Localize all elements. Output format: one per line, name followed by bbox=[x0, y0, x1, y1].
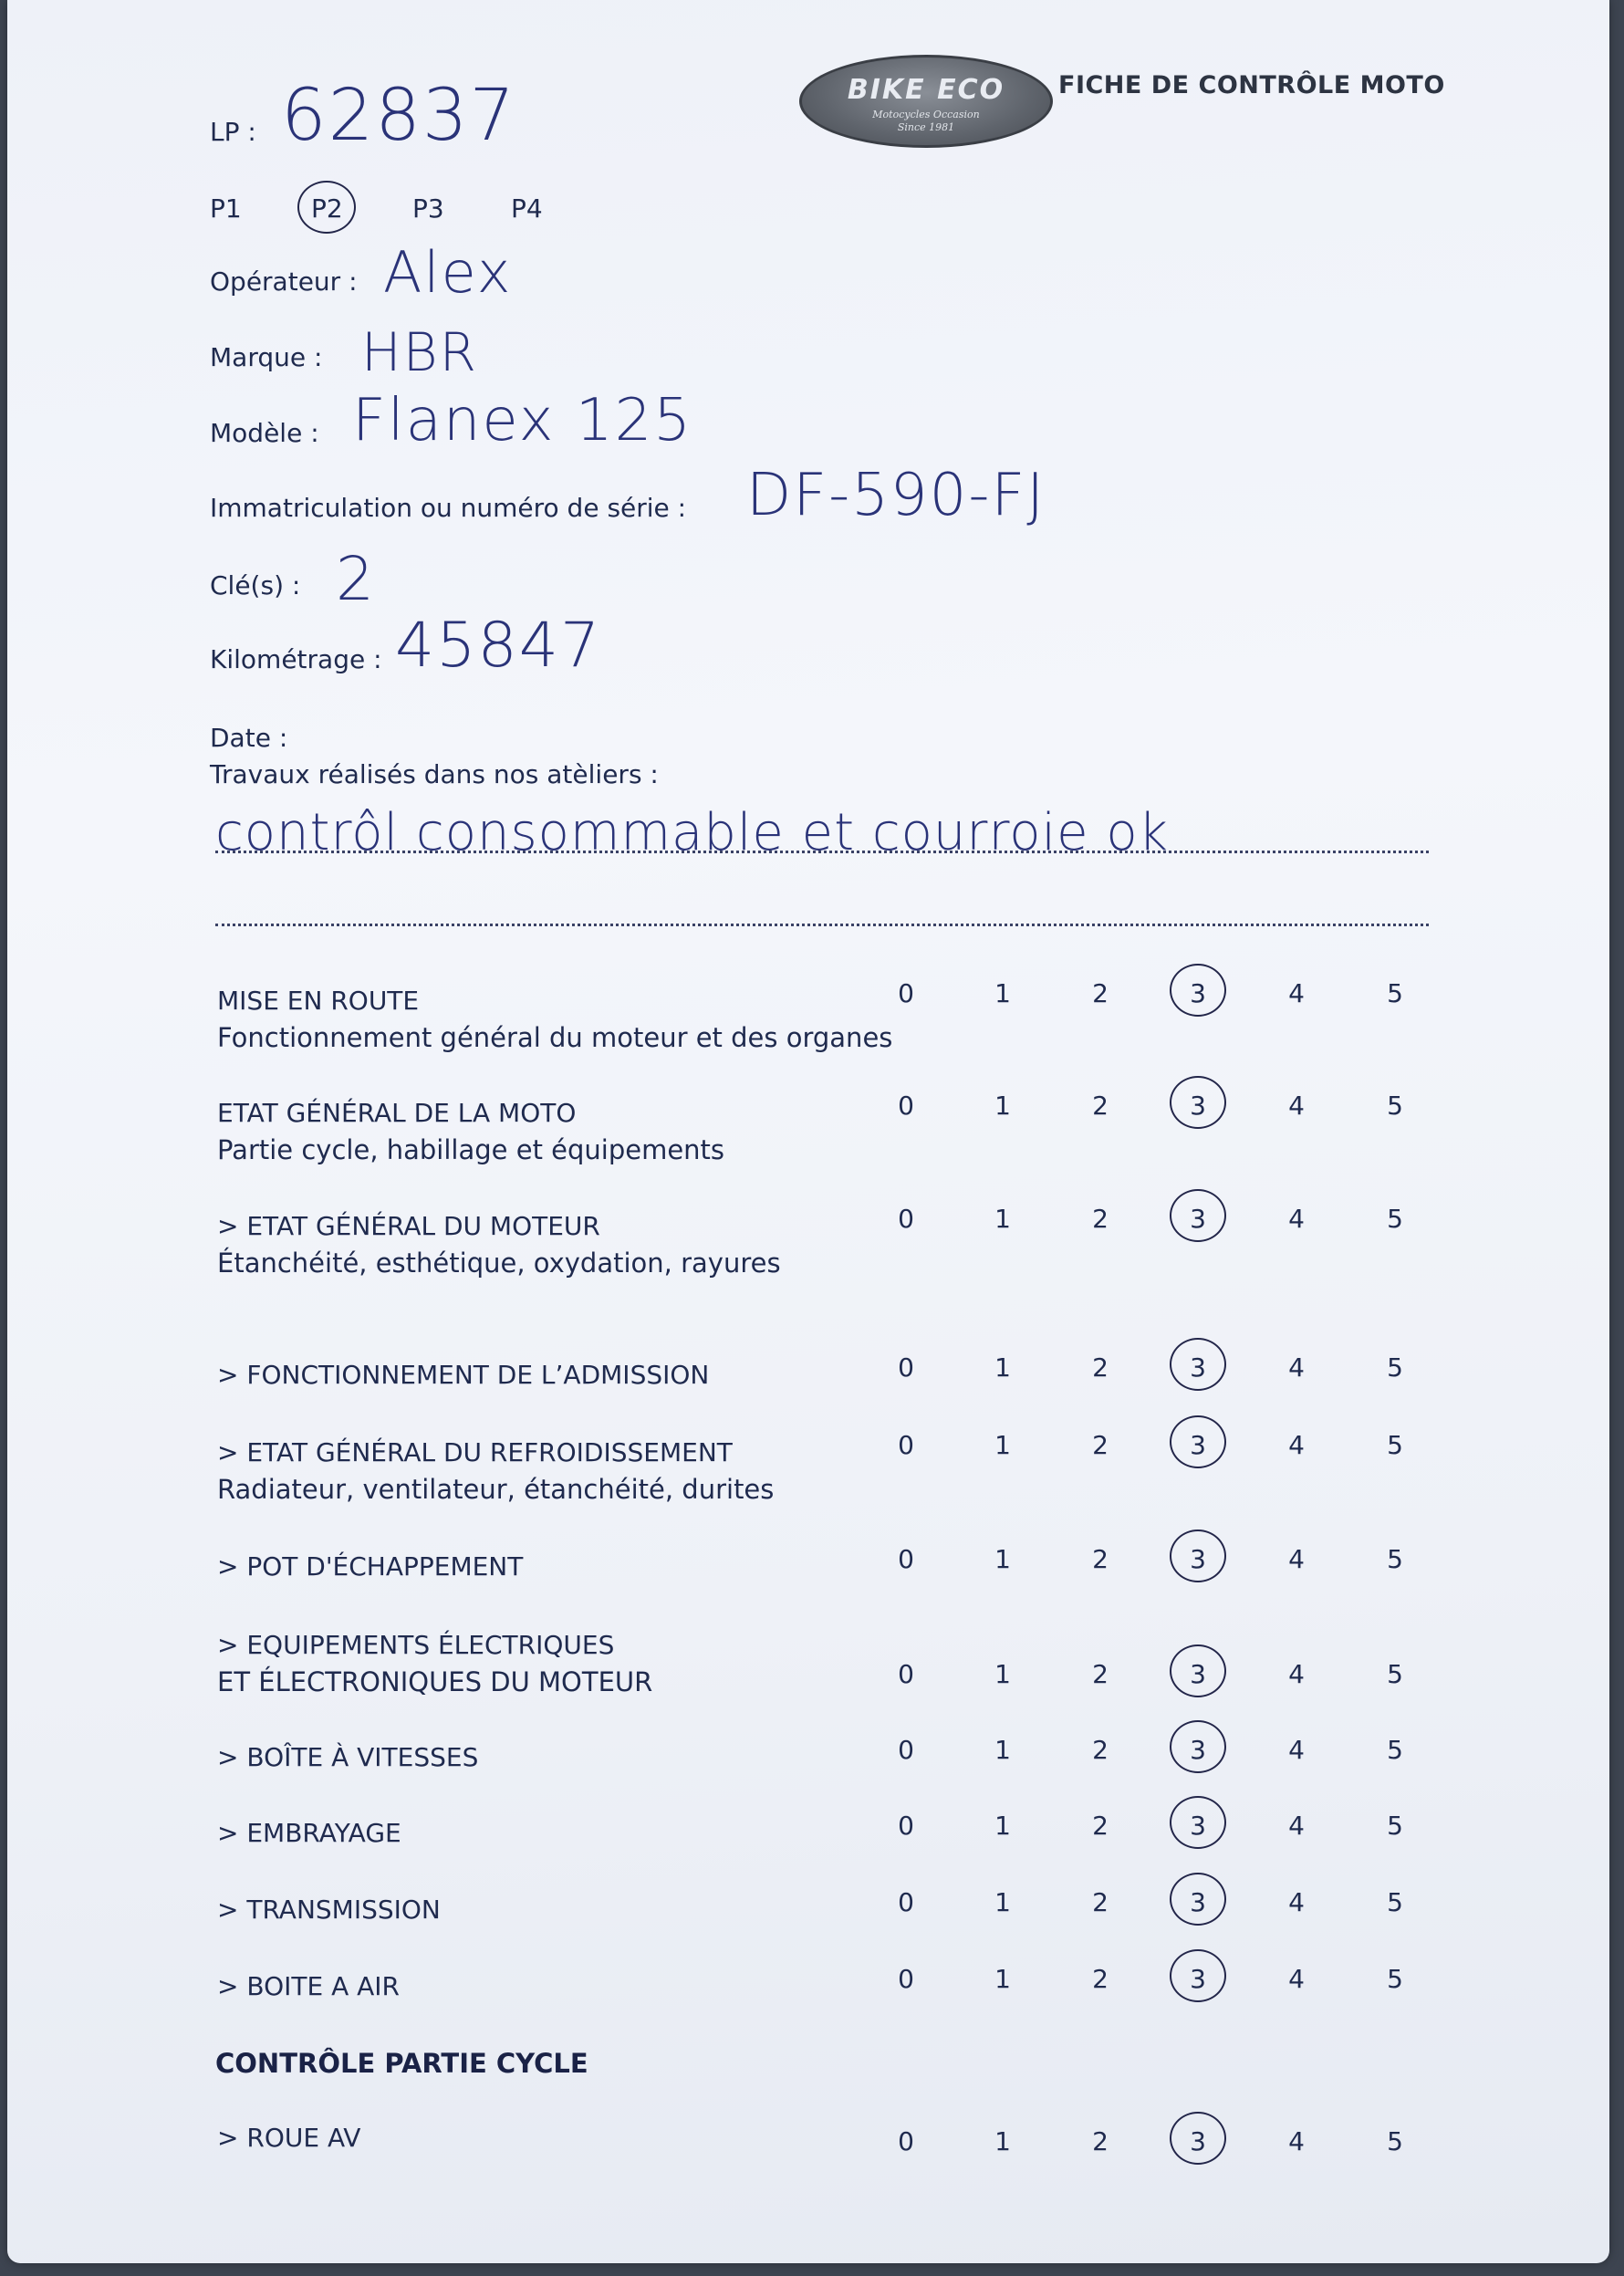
logo-since-line: Since 1981 bbox=[897, 121, 955, 133]
check-title: > FONCTIONNEMENT DE L’ADMISSION bbox=[217, 1360, 710, 1390]
check-title: MISE EN ROUTE bbox=[217, 986, 420, 1016]
rating-option-1: 1 bbox=[994, 1204, 1011, 1234]
registration-label: Immatriculation ou numéro de série : bbox=[210, 493, 687, 523]
check-title: > ETAT GÉNÉRAL DU MOTEUR bbox=[217, 1211, 600, 1241]
rating-option-4: 4 bbox=[1288, 1735, 1305, 1765]
rating-option-4: 4 bbox=[1288, 1659, 1305, 1689]
rating-option-2: 2 bbox=[1092, 1430, 1109, 1460]
rating-option-5: 5 bbox=[1387, 1811, 1403, 1841]
logo-tagline bbox=[802, 109, 1050, 134]
position-p4: P4 bbox=[511, 193, 543, 224]
rating-option-0: 0 bbox=[898, 1735, 914, 1765]
work-line-1 bbox=[215, 851, 1429, 853]
check-title: > EQUIPEMENTS ÉLECTRIQUES bbox=[217, 1630, 615, 1660]
rating-option-3: 3 bbox=[1190, 1091, 1206, 1121]
lp-label: LP : bbox=[210, 117, 256, 147]
rating-option-0: 0 bbox=[898, 1887, 914, 1917]
rating-option-0: 0 bbox=[898, 1430, 914, 1460]
check-subtitle: Fonctionnement général du moteur et des organes bbox=[217, 1022, 893, 1053]
selected-rating-circle bbox=[1170, 1189, 1226, 1242]
keys-label: Clé(s) : bbox=[210, 570, 301, 600]
rating-option-1: 1 bbox=[994, 1964, 1011, 1994]
rating-option-5: 5 bbox=[1387, 1544, 1403, 1574]
check-subtitle: Étanchéité, esthétique, oxydation, rayures bbox=[217, 1248, 781, 1279]
mileage-label: Kilométrage : bbox=[210, 644, 382, 674]
rating-option-1: 1 bbox=[994, 1659, 1011, 1689]
rating-option-0: 0 bbox=[898, 2126, 914, 2156]
rating-option-0: 0 bbox=[898, 1091, 914, 1121]
bike-eco-logo bbox=[799, 55, 1053, 148]
rating-option-5: 5 bbox=[1387, 2126, 1403, 2156]
check-title: > POT D'ÉCHAPPEMENT bbox=[217, 1551, 524, 1582]
rating-option-4: 4 bbox=[1288, 1964, 1305, 1994]
rating-option-5: 5 bbox=[1387, 1735, 1403, 1765]
control-sheet bbox=[7, 0, 1609, 2263]
rating-option-0: 0 bbox=[898, 1204, 914, 1234]
rating-option-0: 0 bbox=[898, 1352, 914, 1383]
rating-option-0: 0 bbox=[898, 1964, 914, 1994]
rating-option-0: 0 bbox=[898, 978, 914, 1008]
rating-option-2: 2 bbox=[1092, 1811, 1109, 1841]
rating-option-2: 2 bbox=[1092, 1887, 1109, 1917]
keys-value: 2 bbox=[336, 544, 376, 614]
rating-option-2: 2 bbox=[1092, 1659, 1109, 1689]
rating-option-2: 2 bbox=[1092, 1735, 1109, 1765]
rating-option-4: 4 bbox=[1288, 2126, 1305, 2156]
rating-option-4: 4 bbox=[1288, 1544, 1305, 1574]
logo-tagline-line: Motocycles Occasion bbox=[872, 109, 980, 120]
rating-option-3: 3 bbox=[1190, 1352, 1206, 1383]
rating-option-1: 1 bbox=[994, 1735, 1011, 1765]
model-value: Flanex 125 bbox=[352, 387, 692, 454]
lp-value: 62837 bbox=[281, 75, 517, 157]
rating-option-2: 2 bbox=[1092, 1091, 1109, 1121]
rating-option-3: 3 bbox=[1190, 1659, 1206, 1689]
rating-option-3: 3 bbox=[1190, 1204, 1206, 1234]
brand-label: Marque : bbox=[210, 342, 323, 372]
check-title: > ETAT GÉNÉRAL DU REFROIDISSEMENT bbox=[217, 1437, 733, 1467]
selected-rating-circle bbox=[1170, 2112, 1226, 2165]
rating-option-1: 1 bbox=[994, 1811, 1011, 1841]
check-title: > TRANSMISSION bbox=[217, 1895, 441, 1925]
selected-rating-circle bbox=[1170, 1076, 1226, 1129]
rating-option-4: 4 bbox=[1288, 978, 1305, 1008]
check-title: > BOITE A AIR bbox=[217, 1971, 400, 2001]
rating-option-2: 2 bbox=[1092, 1964, 1109, 1994]
check-title: > BOÎTE À VITESSES bbox=[217, 1742, 479, 1772]
work-value: contrôl consommable et courroie ok bbox=[215, 803, 1170, 862]
selected-rating-circle bbox=[1170, 1338, 1226, 1391]
rating-option-4: 4 bbox=[1288, 1887, 1305, 1917]
selected-rating-circle bbox=[1170, 1415, 1226, 1468]
rating-option-1: 1 bbox=[994, 1091, 1011, 1121]
registration-value: DF-590-FJ bbox=[746, 462, 1046, 529]
rating-option-3: 3 bbox=[1190, 1964, 1206, 1994]
rating-option-5: 5 bbox=[1387, 1887, 1403, 1917]
rating-option-0: 0 bbox=[898, 1544, 914, 1574]
selected-rating-circle bbox=[1170, 1644, 1226, 1697]
operator-label: Opérateur : bbox=[210, 266, 358, 297]
rating-option-5: 5 bbox=[1387, 1091, 1403, 1121]
work-line-2 bbox=[215, 924, 1429, 926]
rating-option-4: 4 bbox=[1288, 1811, 1305, 1841]
mileage-value: 45847 bbox=[395, 610, 602, 682]
rating-option-3: 3 bbox=[1190, 2126, 1206, 2156]
rating-option-1: 1 bbox=[994, 1352, 1011, 1383]
form-title: FICHE DE CONTRÔLE MOTO bbox=[1058, 71, 1445, 99]
rating-option-2: 2 bbox=[1092, 978, 1109, 1008]
operator-value: Alex bbox=[383, 239, 513, 306]
logo-text: BIKE ECO bbox=[847, 74, 1005, 106]
rating-option-5: 5 bbox=[1387, 978, 1403, 1008]
check-title: ETAT GÉNÉRAL DE LA MOTO bbox=[217, 1098, 577, 1128]
rating-option-3: 3 bbox=[1190, 978, 1206, 1008]
check-title: > EMBRAYAGE bbox=[217, 1818, 401, 1848]
rating-option-4: 4 bbox=[1288, 1204, 1305, 1234]
position-p3: P3 bbox=[412, 193, 444, 224]
selected-rating-circle bbox=[1170, 1949, 1226, 2002]
rating-option-4: 4 bbox=[1288, 1352, 1305, 1383]
selected-rating-circle bbox=[1170, 1796, 1226, 1849]
check-subtitle: ET ÉLECTRONIQUES DU MOTEUR bbox=[217, 1666, 653, 1697]
rating-option-0: 0 bbox=[898, 1811, 914, 1841]
work-label: Travaux réalisés dans nos atèliers : bbox=[210, 759, 659, 789]
rating-option-3: 3 bbox=[1190, 1811, 1206, 1841]
rating-option-2: 2 bbox=[1092, 1204, 1109, 1234]
selected-rating-circle bbox=[1170, 1720, 1226, 1773]
rating-option-2: 2 bbox=[1092, 1544, 1109, 1574]
rating-option-1: 1 bbox=[994, 2126, 1011, 2156]
rating-option-2: 2 bbox=[1092, 1352, 1109, 1383]
model-label: Modèle : bbox=[210, 418, 319, 448]
check-subtitle: Partie cycle, habillage et équipements bbox=[217, 1134, 725, 1165]
brand-value: HBR bbox=[361, 321, 478, 383]
rating-option-1: 1 bbox=[994, 1887, 1011, 1917]
rating-option-3: 3 bbox=[1190, 1544, 1206, 1574]
selected-rating-circle bbox=[1170, 964, 1226, 1017]
rating-option-1: 1 bbox=[994, 1544, 1011, 1574]
rating-option-0: 0 bbox=[898, 1659, 914, 1689]
rating-option-3: 3 bbox=[1190, 1430, 1206, 1460]
position-p1: P1 bbox=[210, 193, 242, 224]
section-title-cycle: CONTRÔLE PARTIE CYCLE bbox=[215, 2048, 588, 2079]
rating-option-1: 1 bbox=[994, 978, 1011, 1008]
selected-rating-circle bbox=[1170, 1873, 1226, 1926]
rating-option-3: 3 bbox=[1190, 1887, 1206, 1917]
rating-option-1: 1 bbox=[994, 1430, 1011, 1460]
position-p2: P2 bbox=[311, 193, 343, 224]
rating-option-3: 3 bbox=[1190, 1735, 1206, 1765]
rating-option-4: 4 bbox=[1288, 1091, 1305, 1121]
rating-option-2: 2 bbox=[1092, 2126, 1109, 2156]
rating-option-5: 5 bbox=[1387, 1204, 1403, 1234]
selected-rating-circle bbox=[1170, 1530, 1226, 1582]
position-selected-circle bbox=[297, 181, 356, 234]
rating-option-5: 5 bbox=[1387, 1430, 1403, 1460]
rating-option-4: 4 bbox=[1288, 1430, 1305, 1460]
date-label: Date : bbox=[210, 723, 288, 753]
rating-option-5: 5 bbox=[1387, 1659, 1403, 1689]
check-title: > ROUE AV bbox=[217, 2123, 361, 2153]
check-subtitle: Radiateur, ventilateur, étanchéité, durites bbox=[217, 1474, 775, 1505]
rating-option-5: 5 bbox=[1387, 1964, 1403, 1994]
rating-option-5: 5 bbox=[1387, 1352, 1403, 1383]
